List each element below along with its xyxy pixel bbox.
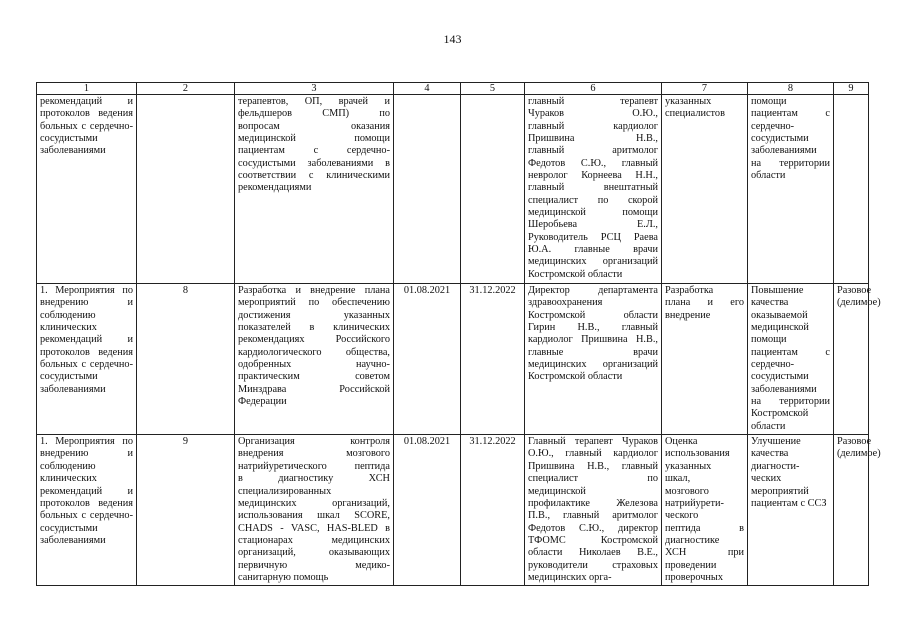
action-description-cell — [235, 435, 394, 586]
cell-text-line: Оценка — [665, 436, 698, 448]
cell-text-line: главные врачи — [528, 346, 658, 358]
cell-text-line: заболеваниями — [751, 145, 817, 157]
end-date-cell: 31.12.2022 — [461, 435, 525, 586]
cell-text-line: шкал, — [665, 473, 691, 485]
result-cell — [662, 95, 748, 284]
cell-text-line: достижения указанных — [238, 309, 390, 321]
type-cell — [834, 284, 881, 435]
cell-text-line: сердечно- — [751, 359, 795, 371]
column-number: 4 — [394, 83, 461, 95]
cell-text-line: указанных — [665, 96, 712, 107]
cell-text-line: специалистов — [665, 108, 725, 120]
cell-text-line: рекомендаций и — [40, 334, 133, 346]
cell-text-line: стационарах медицинских — [238, 534, 390, 546]
cell-text-line: внедрения мозгового — [238, 448, 390, 460]
result-cell — [662, 284, 748, 435]
cell-text-line: кардиологического общества, — [238, 346, 390, 358]
cell-text-line: Федерации — [238, 396, 287, 408]
column-number: 5 — [461, 83, 525, 95]
cell-text-line: Шеробьева Е.Л., — [528, 219, 658, 231]
cell-text-line: плана и его — [665, 297, 744, 309]
cell-text-line: невролог Корнеева Н.Н., — [528, 170, 658, 182]
cell-text-line: больных с сердечно- — [40, 510, 133, 522]
cell-text-line: главный аритмолог — [528, 145, 658, 157]
cell-text-line: пациентам с — [751, 346, 830, 358]
cell-text-line: терапевтов, ОП, врачей и — [238, 96, 390, 107]
start-date-cell: 01.08.2021 — [394, 284, 461, 435]
cell-text-line: Костромской — [751, 408, 809, 420]
end-date-cell — [461, 95, 525, 284]
cell-text-line: указанных — [665, 460, 712, 472]
cell-text-line: главный кардиолог — [528, 120, 658, 132]
cell-text-line: Ю.А. главные врачи — [528, 244, 658, 256]
cell-text-line: ХСН при — [665, 547, 744, 559]
cell-text-line: рекомендациях Российского — [238, 334, 390, 346]
responsible-persons-cell — [525, 95, 662, 284]
cell-text-line: первичную медико- — [238, 559, 390, 571]
cell-text-line: санитарную помощь — [238, 571, 329, 583]
action-description-cell — [235, 284, 394, 435]
result-cell — [662, 435, 748, 586]
cell-text-line: мозгового — [665, 485, 709, 497]
cell-text-line: заболеваниями — [40, 383, 106, 395]
cell-text-line: качества — [751, 297, 789, 309]
start-date-cell: 01.08.2021 — [394, 435, 461, 586]
cell-text-line: Федотов С.Ю., директор — [528, 522, 658, 534]
cell-text-line: сосудистыми — [40, 133, 98, 145]
cell-text-line: Разработка — [665, 285, 714, 296]
cell-text-line: Чураков О.Ю., — [528, 108, 658, 120]
cell-text-line: Минздрава Российской — [238, 383, 390, 395]
cell-text-line: больных с сердечно- — [40, 359, 133, 371]
cell-text-line: одобренных научно- — [238, 359, 390, 371]
cell-text-line: Улучшение — [751, 436, 801, 448]
type-cell — [834, 435, 881, 586]
cell-text-line: внедрению и — [40, 297, 133, 309]
cell-text-line: Разовое — [837, 285, 872, 296]
cell-text-line: больных с сердечно- — [40, 120, 133, 132]
column-number: 1 — [37, 83, 137, 95]
cell-text-line: CHADS - VASC, HAS-BLED в — [238, 522, 390, 534]
cell-text-line: проверочных — [665, 571, 723, 583]
end-date-cell: 31.12.2022 — [461, 284, 525, 435]
cell-text-line: Разработка и внедрение плана — [238, 285, 390, 296]
cell-text-line: области Николаев В.Е., — [528, 547, 658, 559]
cell-text-line: на территории — [751, 396, 830, 408]
cell-text-line: пациентам с сердечно- — [238, 145, 390, 157]
table-row — [37, 95, 869, 284]
cell-text-line: на территории — [751, 157, 830, 169]
cell-text-line: специализированных — [238, 485, 332, 497]
cell-text-line: пептида в — [665, 522, 744, 534]
cell-text-line: медицинской помощи — [528, 207, 658, 219]
cell-text-line: заболеваниями — [40, 145, 106, 157]
cell-text-line: Повышение — [751, 285, 804, 296]
cell-text-line: оказываемой — [751, 309, 808, 321]
cell-text-line: медицинских организаций, — [238, 497, 390, 509]
cell-text-line: специалист по скорой — [528, 194, 658, 206]
cell-text-line: протоколов ведения — [40, 346, 133, 358]
cell-text-line: руководители страховых — [528, 559, 658, 571]
cell-text-line: медицинской — [751, 322, 809, 334]
column-number: 3 — [235, 83, 394, 95]
cell-text-line: качества — [751, 448, 789, 460]
cell-text-line: рекомендациями — [238, 182, 312, 194]
cell-text-line: профилактике Железова — [528, 497, 658, 509]
cell-text-line: Главный терапевт Чураков — [528, 436, 658, 448]
column-number: 8 — [748, 83, 834, 95]
cell-text-line: клинических — [40, 473, 97, 485]
measures-table — [36, 82, 881, 586]
table-row — [37, 435, 869, 586]
cell-text-line: диагности- — [751, 460, 800, 472]
cell-text-line: ТФОМС Костромской — [528, 534, 658, 546]
cell-text-line: пациентам с — [751, 108, 830, 120]
cell-text-line: диагностике — [665, 534, 720, 546]
cell-text-line: протоколов ведения — [40, 108, 133, 120]
cell-text-line: здравоохранения — [528, 297, 603, 309]
cell-text-line: внедрение — [665, 309, 711, 321]
header-row — [37, 83, 869, 95]
cell-text-line: (делимое) — [837, 297, 881, 309]
cell-text-line: соблюдению — [40, 460, 96, 472]
cell-text-line: в диагностику ХСН — [238, 473, 390, 485]
cell-text-line: (делимое) — [837, 448, 881, 460]
cell-text-line: помощи — [751, 96, 787, 107]
cell-text-line: области — [751, 420, 786, 432]
cell-text-line: ческого — [665, 510, 699, 522]
cell-text-line: организаций, оказывающих — [238, 547, 390, 559]
item-number-cell: 8 — [137, 284, 235, 435]
action-description-cell — [235, 95, 394, 284]
cell-text-line: П.В., главный аритмолог — [528, 510, 658, 522]
cell-text-line: использования шкал SCORE, — [238, 510, 390, 522]
cell-text-line: использования — [665, 448, 730, 460]
cell-text-line: ческих — [751, 473, 782, 485]
cell-text-line: фельдшеров СМП) по — [238, 108, 390, 120]
type-cell — [834, 95, 869, 284]
cell-text-line: Федотов С.Ю., главный — [528, 157, 658, 169]
column-number: 6 — [525, 83, 662, 95]
item-number-cell: 9 — [137, 435, 235, 586]
cell-text-line: сердечно- — [751, 120, 795, 132]
cell-text-line: сосудистыми — [751, 371, 809, 383]
cell-text-line: заболеваниями — [751, 383, 817, 395]
cell-text-line: Костромской области — [528, 268, 623, 280]
expected-outcome-cell — [748, 284, 834, 435]
cell-text-line: главный терапевт — [528, 96, 658, 107]
cell-text-line: соблюдению — [40, 309, 96, 321]
table-row — [37, 284, 869, 435]
column-number: 9 — [834, 83, 869, 95]
measure-name-cell — [37, 435, 137, 586]
cell-text-line: сосудистыми — [40, 371, 98, 383]
cell-text-line: кардиолог Пришвина Н.В., — [528, 334, 658, 346]
start-date-cell — [394, 95, 461, 284]
cell-text-line: медицинской помощи — [238, 133, 390, 145]
cell-text-line: Организация контроля — [238, 436, 390, 448]
cell-text-line: мероприятий по обеспечению — [238, 297, 390, 309]
cell-text-line: Пришвина Н.В., главный — [528, 460, 658, 472]
cell-text-line: Разовое — [837, 436, 872, 448]
measure-name-cell — [37, 284, 137, 435]
cell-text-line: главный внештатный — [528, 182, 658, 194]
cell-text-line: мероприятий — [751, 485, 809, 497]
cell-text-line: медицинской — [528, 485, 586, 497]
page-number: 143 — [443, 32, 462, 46]
cell-text-line: рекомендаций и — [40, 485, 133, 497]
cell-text-line: протоколов ведения — [40, 497, 133, 509]
cell-text-line: Директор департамента — [528, 285, 658, 296]
cell-text-line: Костромской области — [528, 371, 623, 383]
cell-text-line: клинических — [40, 322, 97, 334]
cell-text-line: показателей в клинических — [238, 322, 390, 334]
cell-text-line: практическим советом — [238, 371, 390, 383]
cell-text-line: сосудистыми — [40, 522, 98, 534]
cell-text-line: помощи — [751, 334, 787, 346]
responsible-persons-cell — [525, 435, 662, 586]
cell-text-line: Руководитель РСЦ Раева — [528, 231, 658, 243]
cell-text-line: вопросам оказания — [238, 120, 390, 132]
cell-text-line: соответствии с клиническими — [238, 170, 390, 182]
cell-text-line: проведении — [665, 559, 717, 571]
column-number: 2 — [137, 83, 235, 95]
responsible-persons-cell — [525, 284, 662, 435]
expected-outcome-cell — [748, 95, 834, 284]
cell-text-line: натрийурети- — [665, 497, 724, 509]
measure-name-cell — [37, 95, 137, 284]
cell-text-line: Костромской области — [528, 309, 658, 321]
cell-text-line: сосудистыми — [751, 133, 809, 145]
cell-text-line: Гирин Н.В., главный — [528, 322, 658, 334]
cell-text-line: заболеваниями — [40, 534, 106, 546]
cell-text-line: 1. Мероприятия по — [40, 285, 133, 296]
cell-text-line: 1. Мероприятия по — [40, 436, 133, 448]
cell-text-line: О.Ю., главный кардиолог — [528, 448, 658, 460]
cell-text-line: области — [751, 170, 786, 182]
cell-text-line: сосудистыми заболеваниями в — [238, 157, 390, 169]
column-number: 7 — [662, 83, 748, 95]
expected-outcome-cell — [748, 435, 834, 586]
cell-text-line: пациентам с ССЗ — [751, 497, 827, 509]
cell-text-line: медицинских организаций — [528, 256, 658, 268]
cell-text-line: внедрению и — [40, 448, 133, 460]
cell-text-line: медицинских орга- — [528, 571, 612, 583]
cell-text-line: специалист по — [528, 473, 658, 485]
cell-text-line: рекомендаций и — [40, 96, 133, 107]
cell-text-line: натрийуретического пептида — [238, 460, 390, 472]
cell-text-line: медицинских организаций — [528, 359, 658, 371]
item-number-cell — [137, 95, 235, 284]
cell-text-line: Пришвина Н.В., — [528, 133, 658, 145]
